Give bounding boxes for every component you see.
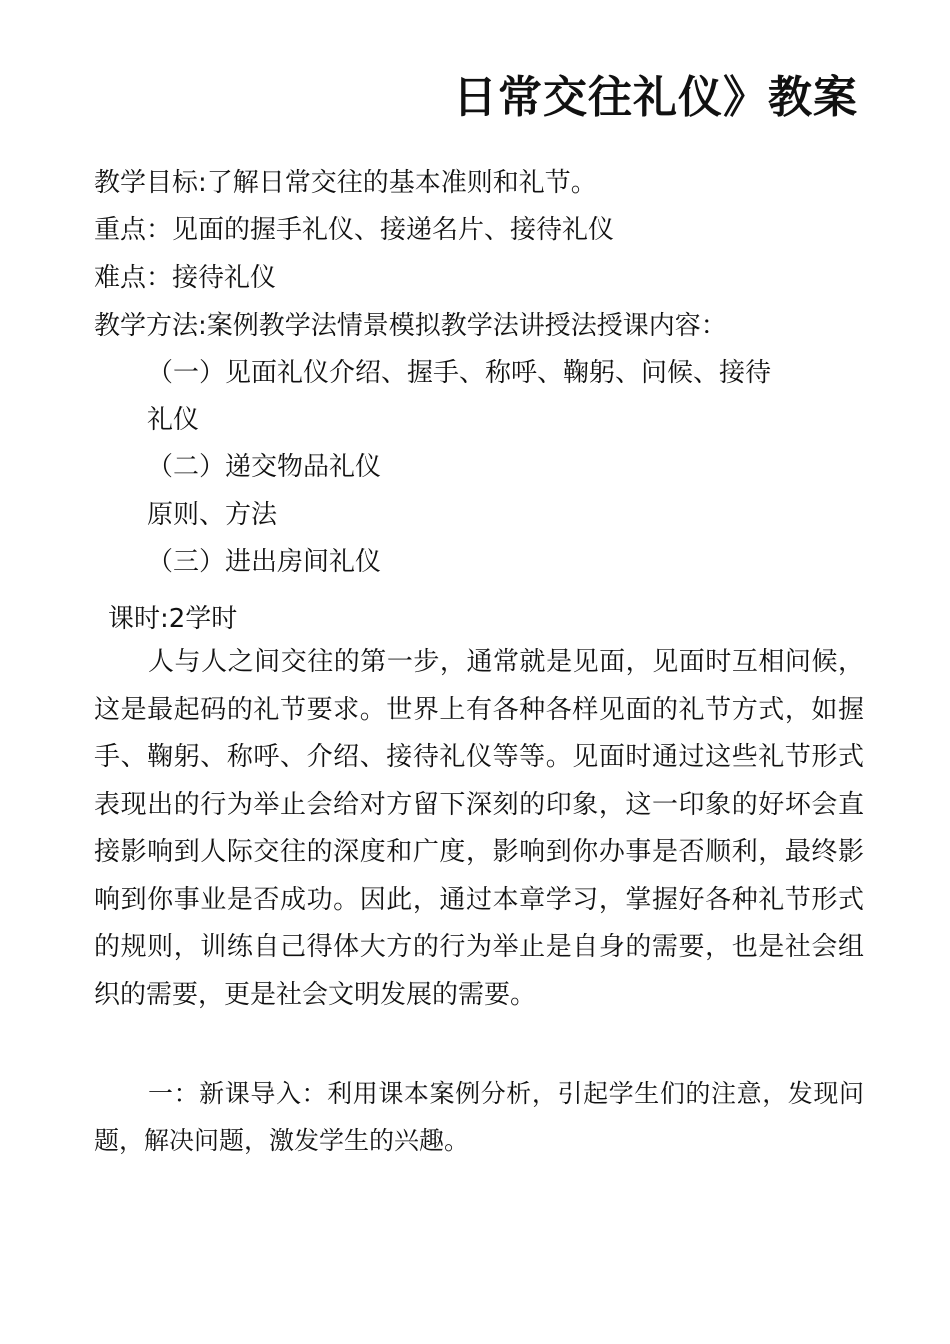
key-points: 重点：见面的握手礼仪、接递名片、接待礼仪 bbox=[94, 215, 615, 245]
difficulty: 难点：接待礼仪 bbox=[94, 263, 277, 293]
teaching-objective: 教学目标:了解日常交往的基本准则和礼节。 bbox=[94, 168, 597, 198]
content-item-3: （三）进出房间礼仪 bbox=[147, 547, 382, 577]
content-item-1: （一）见面礼仪介绍、握手、称呼、鞠躬、问候、接待 bbox=[147, 358, 772, 388]
class-hours: 课时:2学时 bbox=[108, 604, 238, 634]
intro-paragraph: 一：新课导入：利用课本案例分析，引起学生们的注意，发现问题，解决问题，激发学生的兴趣。 bbox=[94, 1079, 864, 1155]
page-title: 日常交往礼仪》教案 bbox=[453, 72, 858, 123]
content-item-2: （二）递交物品礼仪 bbox=[147, 452, 382, 482]
content-item-1-continued: 礼仪 bbox=[147, 405, 200, 435]
body-paragraph: 人与人之间交往的第一步，通常就是见面，见面时互相问候，这是最起码的礼节要求。世界上有各种各样见面的礼节方式，如握手、鞠躬、称呼、介绍、接待礼仪等等。见面时通过这些礼节形式表现出的行为举止会给对方留下深刻的印象，这一印象的好坏会直接影响到人际交往的深度和广度，影响到你办事是否顺利，最终影响到你事业是否成功。因此，通过本章学习，掌握好各种礼节形式的规则，训练自己得体大方的行为举止是自身的需要，也是社会组织的需要，更是社会文明发展的需要。 bbox=[94, 647, 864, 1010]
content-item-2-sub: 原则、方法 bbox=[147, 500, 278, 530]
teaching-methods: 教学方法:案例教学法情景模拟教学法讲授法授课内容： bbox=[94, 311, 727, 341]
